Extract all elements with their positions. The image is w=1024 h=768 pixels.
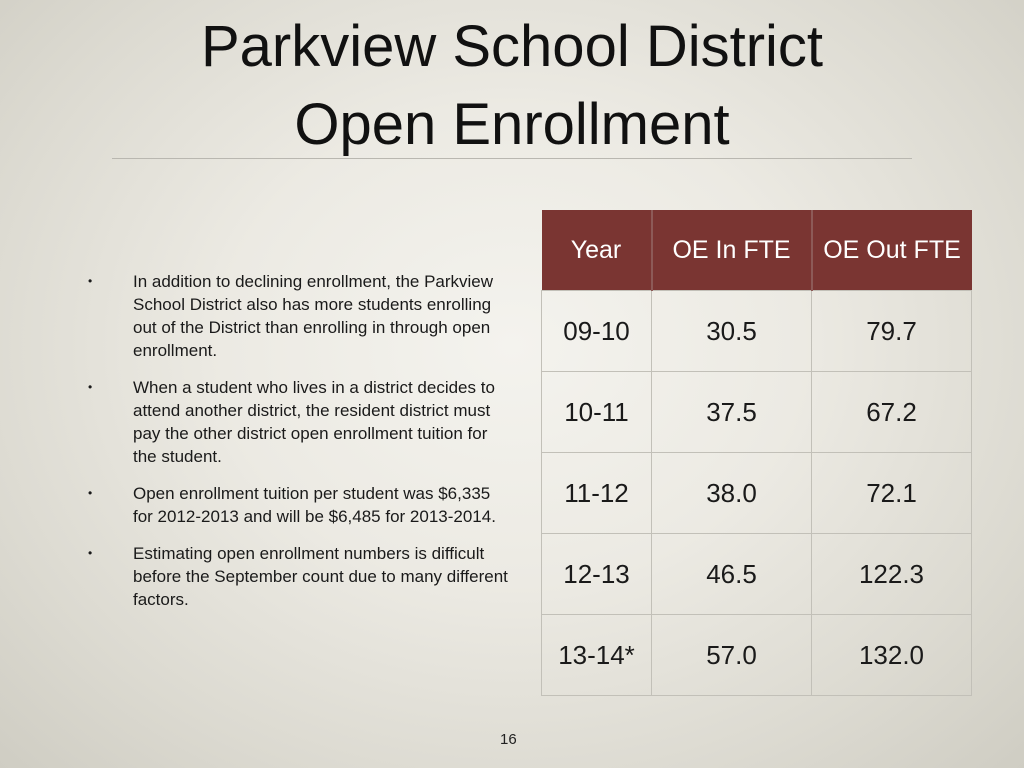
bullet-item bbox=[88, 376, 508, 468]
bullet-marker: • bbox=[88, 274, 93, 288]
cell-oe-out: 79.7 bbox=[812, 291, 972, 372]
bullet-item bbox=[88, 482, 508, 528]
cell-year: 12-13 bbox=[542, 534, 652, 615]
bullet-marker: • bbox=[88, 546, 93, 560]
bullet-item bbox=[88, 270, 508, 362]
slide-title bbox=[0, 8, 1024, 164]
table-row bbox=[542, 615, 972, 696]
cell-oe-out: 67.2 bbox=[812, 372, 972, 453]
bullet-text: Estimating open enrollment numbers is difficult before the September count due to many different factors. bbox=[133, 544, 508, 609]
cell-year: 11-12 bbox=[542, 453, 652, 534]
cell-oe-out: 122.3 bbox=[812, 534, 972, 615]
cell-year: 09-10 bbox=[542, 291, 652, 372]
table-row bbox=[542, 372, 972, 453]
cell-oe-in: 38.0 bbox=[652, 453, 812, 534]
bullet-text: Open enrollment tuition per student was $6,335 for 2012-2013 and will be $6,485 for 2013-2014. bbox=[133, 484, 496, 526]
cell-oe-in: 46.5 bbox=[652, 534, 812, 615]
header-oe-in-fte: OE In FTE bbox=[652, 210, 812, 291]
cell-year: 10-11 bbox=[542, 372, 652, 453]
title-divider bbox=[112, 158, 912, 159]
title-line-2: Open Enrollment bbox=[294, 92, 730, 157]
page-number: 16 bbox=[500, 731, 517, 748]
bullet-marker: • bbox=[88, 486, 93, 500]
cell-oe-in: 57.0 bbox=[652, 615, 812, 696]
cell-oe-out: 132.0 bbox=[812, 615, 972, 696]
bullet-item bbox=[88, 542, 508, 611]
enrollment-table bbox=[541, 210, 972, 696]
bullet-text: When a student who lives in a district decides to attend another district, the resident district must pay the other district open enrollment tuition for the student. bbox=[133, 378, 495, 466]
cell-oe-in: 30.5 bbox=[652, 291, 812, 372]
bullet-text: In addition to declining enrollment, the Parkview School District also has more students enrolling out of the District than enrolling in through open enrollment. bbox=[133, 272, 494, 360]
cell-year: 13-14* bbox=[542, 615, 652, 696]
table-row bbox=[542, 534, 972, 615]
bullet-marker: • bbox=[88, 380, 93, 394]
bullet-list bbox=[88, 270, 508, 625]
header-year: Year bbox=[542, 210, 652, 291]
table-header-row bbox=[542, 210, 972, 291]
table-row bbox=[542, 453, 972, 534]
cell-oe-in: 37.5 bbox=[652, 372, 812, 453]
table-row bbox=[542, 291, 972, 372]
title-line-1: Parkview School District bbox=[200, 14, 824, 79]
cell-oe-out: 72.1 bbox=[812, 453, 972, 534]
header-oe-out-fte: OE Out FTE bbox=[812, 210, 972, 291]
